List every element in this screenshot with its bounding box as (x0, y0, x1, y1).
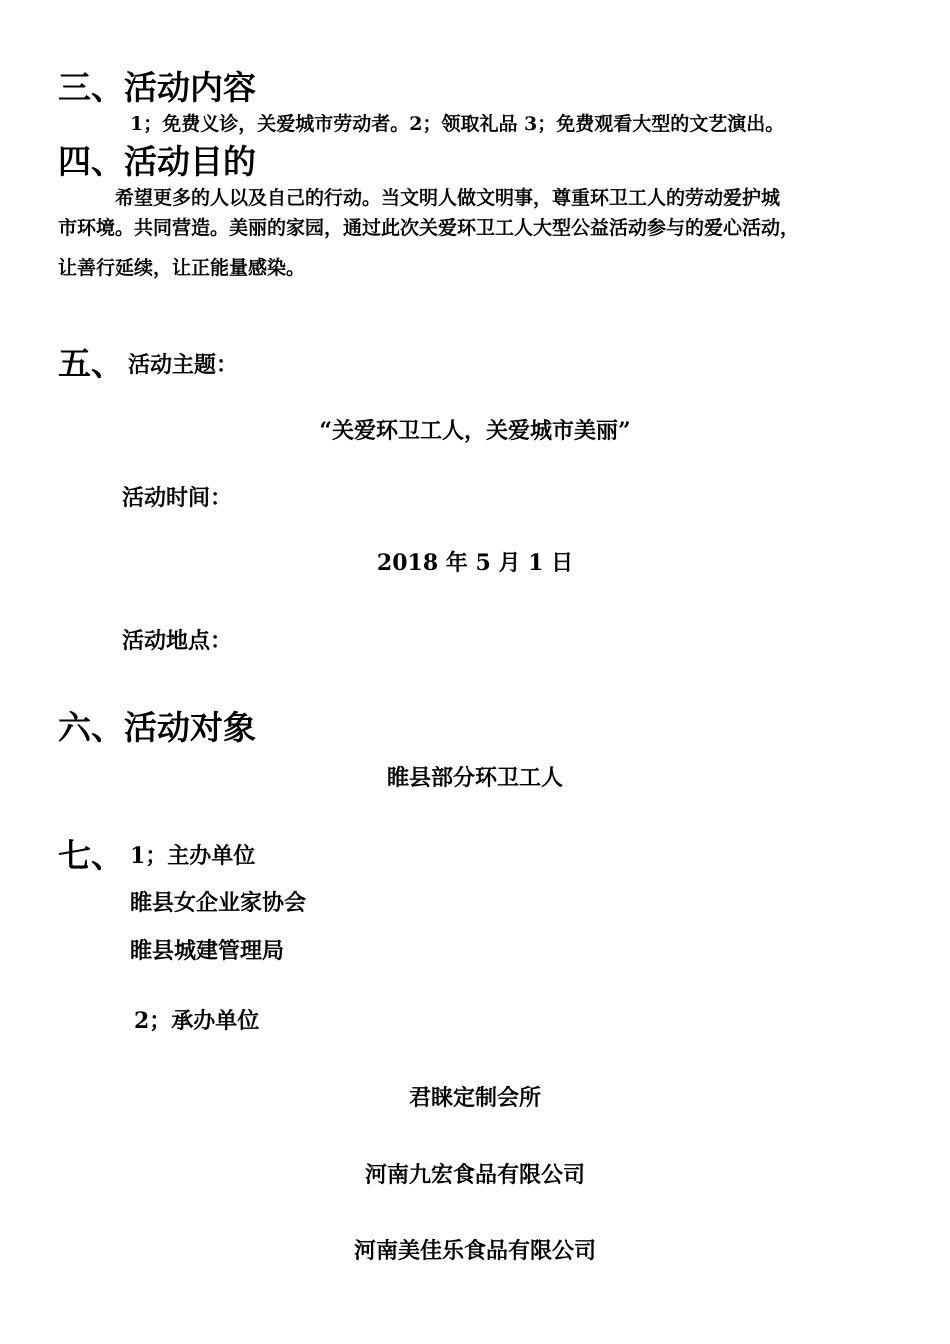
organizer-organization: 河南美佳乐食品有限公司 (353, 1238, 596, 1264)
activity-theme: “关爱环卫工人，关爱城市美丽” (319, 418, 631, 444)
place-label: 活动地点： (122, 628, 233, 654)
section-3-heading: 三、活动内容 (58, 68, 256, 107)
paragraph-line: 希望更多的人以及自己的行动。当文明人做文明事，尊重环卫工人的劳动爱护城 (58, 187, 781, 209)
host-organization: 睢县城建管理局 (130, 938, 285, 964)
section-4-heading: 四、活动目的 (58, 142, 256, 181)
section-6-heading: 六、活动对象 (58, 708, 256, 747)
section-5-number: 五、 (58, 344, 124, 383)
organizer-organization: 河南九宏食品有限公司 (364, 1162, 585, 1188)
paragraph-line: 市环境。共同营造。美丽的家园，通过此次关爱环卫工人大型公益活动参与的爱心活动， (58, 217, 800, 239)
organizer-label: 2；承办单位 (134, 1008, 260, 1034)
activity-time: 2018 年 5 月 1 日 (376, 550, 574, 576)
paragraph-line: 让善行延续，让正能量感染。 (58, 257, 306, 279)
section-4-paragraph (58, 183, 898, 283)
organizer-organization: 君睐定制会所 (408, 1085, 541, 1111)
activity-target: 睢县部分环卫工人 (386, 765, 563, 791)
theme-label: 活动主题： (128, 352, 239, 378)
host-label: 1；主办单位 (130, 843, 256, 869)
section-3-content: 1；免费义诊，关爱城市劳动者。2；领取礼品 3；免费观看大型的文艺演出。 (130, 113, 785, 135)
section-7-number: 七、 (58, 836, 124, 875)
host-organization: 睢县女企业家协会 (130, 890, 307, 916)
time-label: 活动时间： (122, 485, 233, 511)
